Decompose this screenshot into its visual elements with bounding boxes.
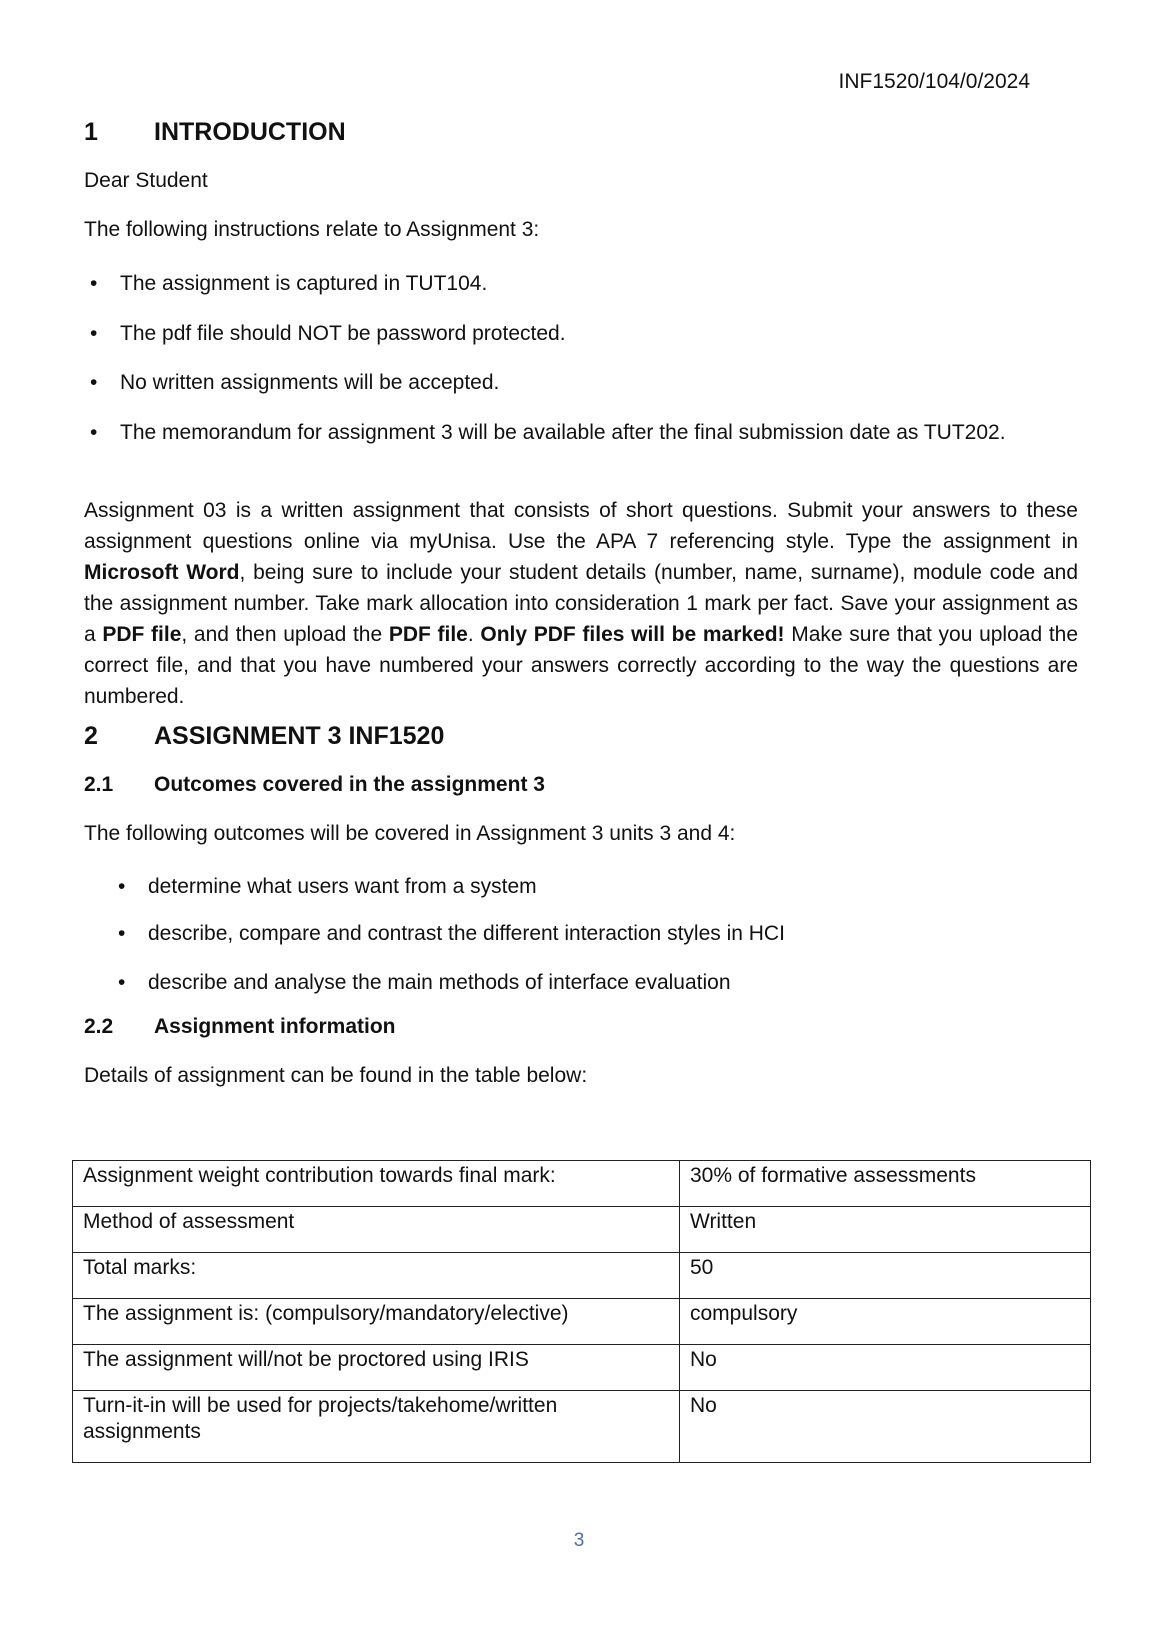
outcomes-intro: The following outcomes will be covered in Assignment 3 units 3 and 4: <box>84 822 736 845</box>
table-row <box>73 1345 1091 1391</box>
section-number: 1 <box>84 118 98 146</box>
subsection-2-1-heading <box>84 773 545 797</box>
table-cell-value: No <box>680 1391 1091 1463</box>
document-page: INF1520/104/0/2024 1 INTRODUCTION Dear Student The following instructions relate to Assignment 3: • The assignment is captured in TUT104. • The pdf file should NOT be password protected. • No written assignments will be accepted. • The memorandum for assignment 3 will be available after the final submission date as TUT202. Assignment 03 is a written assignment that consists of short questions. Submit your answers to these assignment questions online via myUnisa. Use the APA 7 referencing style. Type the assignment in Microsoft Word, being sure to include your student details (number, name, surname), module code and the assignment number. Take mark allocation into consideration 1 mark per fact. Save your assignment as a PDF file, and then upload the PDF file. Only PDF files will be marked! Make sure that you upload the correct file, and that you have numbered your answers correctly according to the way the questions are numbered. 2 ASSIGNMENT 3 INF1520 2.1 Outcomes covered in the assignment 3 The following outcomes will be covered in Assignment 3 units 3 and 4: • determine what users want from a system • describe, compare and contrast the different interaction styles in HCI • describe and analyse the main methods of interface evaluation 2.2 Assignment information Details of assignment can be found in the table below: Assignment weight contribution towards final mark: 30% of formative assessments Method of assessment Written Total marks: 50 The assignment is: (compulsory/mandatory/elective) compulsory The assignment will/not be proctored using IRIS No Turn-it-in will be used for projects/takehome/written assignments No 3 <box>0 0 1158 1637</box>
bullet-icon: • <box>90 272 98 295</box>
bullet-icon: • <box>90 371 98 394</box>
table-cell-value: Written <box>680 1207 1091 1253</box>
section-title: INTRODUCTION <box>154 118 346 146</box>
table-cell-value: 30% of formative assessments <box>680 1161 1091 1207</box>
section-title: ASSIGNMENT 3 INF1520 <box>154 722 445 750</box>
bullet-icon: • <box>90 322 98 345</box>
table-cell-value: 50 <box>680 1253 1091 1299</box>
table-intro: Details of assignment can be found in the table below: <box>84 1064 588 1087</box>
bullet-icon: • <box>118 922 126 945</box>
document-reference: INF1520/104/0/2024 <box>838 70 1030 93</box>
table-row <box>73 1161 1091 1207</box>
table-cell-label: The assignment will/not be proctored using IRIS <box>73 1345 680 1391</box>
section-2-heading <box>84 722 444 751</box>
instructions-paragraph: Assignment 03 is a written assignment that consists of short questions. Submit your answers to these assignment questions online via myUnisa. Use the APA 7 referencing style. Type the assignment in Microsoft Word, being sure to include your student details (number, name, surname), module code and the assignment number. Take mark allocation into consideration 1 mark per fact. Save your assignment as a PDF file, and then upload the PDF file. Only PDF files will be marked! Make sure that you upload the correct file, and that you have numbered your answers correctly according to the way the questions are numbered. <box>84 499 1079 708</box>
subsection-2-2-heading <box>84 1015 396 1039</box>
table-row <box>73 1391 1091 1463</box>
assignment-info-table <box>72 1160 1091 1463</box>
subsection-title: Assignment information <box>154 1015 396 1038</box>
subsection-title: Outcomes covered in the assignment 3 <box>154 773 545 796</box>
table-cell-label: Assignment weight contribution towards final mark: <box>73 1161 680 1207</box>
intro-text: The following instructions relate to Assignment 3: <box>84 218 540 241</box>
table-cell-label: Method of assessment <box>73 1207 680 1253</box>
table-cell-label: Turn-it-in will be used for projects/takehome/written assignments <box>73 1391 680 1463</box>
bullet-icon: • <box>118 875 126 898</box>
page-number: 3 <box>573 1530 585 1551</box>
table-cell-value: compulsory <box>680 1299 1091 1345</box>
table-cell-label: The assignment is: (compulsory/mandatory/elective) <box>73 1299 680 1345</box>
table-row <box>73 1253 1091 1299</box>
section-1-heading <box>84 118 346 147</box>
bullet-icon: • <box>90 421 98 444</box>
table-cell-label: Total marks: <box>73 1253 680 1299</box>
greeting: Dear Student <box>84 169 208 192</box>
table-row <box>73 1299 1091 1345</box>
table-cell-value: No <box>680 1345 1091 1391</box>
table-row <box>73 1207 1091 1253</box>
subsection-number: 2.2 <box>84 1015 114 1038</box>
section-number: 2 <box>84 722 98 750</box>
bullet-icon: • <box>118 971 126 994</box>
subsection-number: 2.1 <box>84 773 114 796</box>
